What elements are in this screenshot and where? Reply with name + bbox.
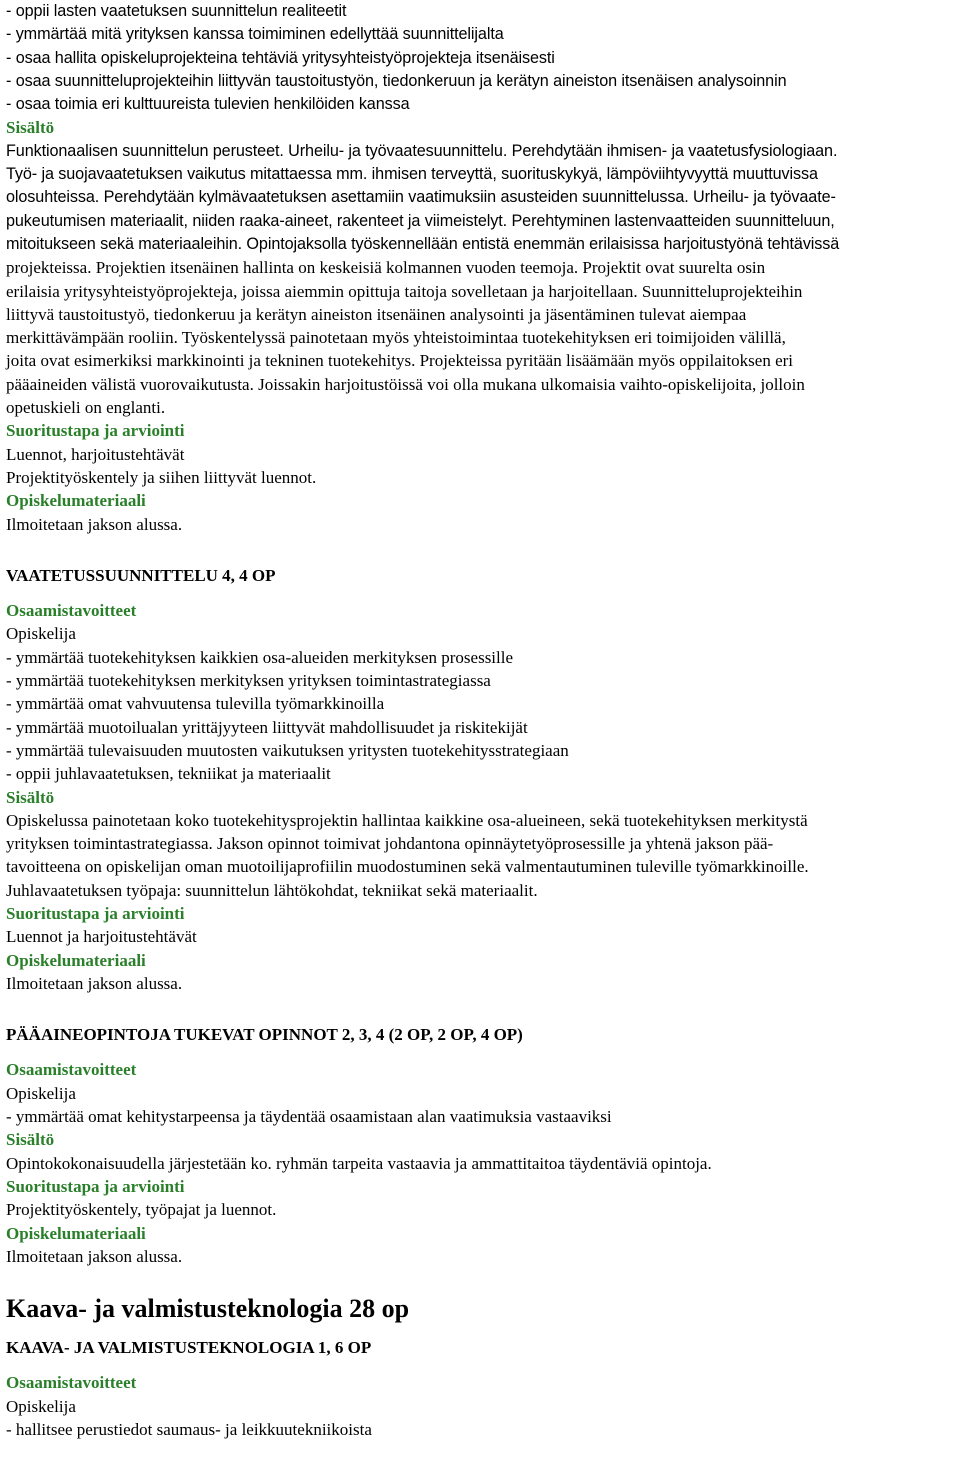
section-heading: Suoritustapa ja arviointi [6, 903, 185, 923]
text-line: Ilmoitetaan jakson alussa. [6, 514, 183, 534]
content-line: olosuhteissa. Perehdytään kylmävaatetuksen asettamiin vaatimuksiin asusteiden suunnittelussa. Urheilu- ja työvaate- [6, 188, 836, 207]
content-line: opetuskieli on englanti. [6, 398, 166, 418]
content-line: Opiskelussa painotetaan koko tuotekehitysprojektin hallintaa kaikkine osa-alueineen, sekä tuotekehityksen merkitystä [6, 810, 808, 830]
text-line: Opiskelija [6, 1083, 76, 1103]
content-line: yrityksen toimintastrategiassa. Jakson opinnot toimivat johdantona opinnäytetyöprosessille ja yhtenä jakson pää- [6, 834, 774, 854]
section-heading: Osaamistavoitteet [6, 1373, 137, 1393]
content-line: tavoitteena on opiskelijan oman muotoilijaprofiilin muodostuminen sekä valmentautuminen tuleville työmarkkinoille. [6, 857, 809, 877]
goal-line: - osaa toimia eri kulttuureista tulevien henkilöiden kanssa [6, 95, 410, 114]
section-heading: Sisältö [6, 1130, 55, 1150]
course-title: PÄÄAINEOPINTOJA TUKEVAT OPINNOT 2, 3, 4 (2 OP, 2 OP, 4 OP) [6, 1025, 523, 1045]
text-line: Ilmoitetaan jakson alussa. [6, 973, 183, 993]
goal-line: - ymmärtää omat kehitystarpeensa ja täydentää osaamistaan alan vaatimuksia vastaaviksi [6, 1107, 612, 1127]
goal-line: - ymmärtää tulevaisuuden muutosten vaikutuksen yritysten tuotekehitysstrategiaan [6, 740, 569, 760]
section-heading: Suoritustapa ja arviointi [6, 421, 185, 441]
content-line: Funktionaalisen suunnittelun perusteet. Urheilu- ja työvaatesuunnittelu. Perehdytään ihmisen- ja vaatetusfysiologiaan. [6, 141, 838, 160]
content-line: merkittävämpään rooliin. Työskentelyssä painotetaan myös yhteistoimintaa tuotekehityksen eri toimijoiden välillä, [6, 328, 786, 348]
intro-content-serif [6, 256, 954, 419]
text-line: Opiskelija [6, 1396, 76, 1416]
goal-line: - osaa hallita opiskeluprojekteina tehtäviä yritysyhteistyöprojekteja itsenäisesti [6, 48, 555, 67]
goal-line: - ymmärtää tuotekehityksen kaikkien osa-alueiden merkityksen prosessille [6, 647, 514, 667]
content-line: Työ- ja suojavaatetuksen vaikutus mitattaessa mm. ihmisen terveyttä, suorituskykyä, lämpöviihtyvyyttä muuttuvissa [6, 165, 818, 184]
section-heading: Sisältö [6, 787, 55, 807]
section-heading: Opiskelumateriaali [6, 491, 146, 511]
goal-line: - ymmärtää omat vahvuutensa tulevilla työmarkkinoilla [6, 694, 385, 714]
section-heading: Opiskelumateriaali [6, 950, 146, 970]
intro-goals [6, 0, 954, 116]
content-line: mitoitukseen sekä materiaaleihin. Opintojaksolla työskennellään entistä enemmän erilaisissa harjoitustyönä tehtävissä [6, 234, 840, 253]
goal-line: - osaa suunnitteluprojekteihin liittyvän taustoitustyön, tiedonkeruun ja kerätyn aineiston itsenäisen analysoinnin [6, 71, 787, 90]
section-title: Kaava- ja valmistusteknologia 28 op [6, 1294, 410, 1324]
section-heading: Osaamistavoitteet [6, 1060, 137, 1080]
section-heading: Sisältö [6, 118, 55, 138]
text-line: Opiskelija [6, 624, 76, 644]
content-line: joita ovat esimerkiksi markkinointi ja tekninen tuotekehitys. Projekteissa pyritään lisäämään myös oppilaitoksen eri [6, 351, 794, 371]
content-line: erilaisia yritysyhteistyöprojekteja, joissa aiemmin opittuja taitoja sovelletaan ja harjoitellaan. Suunnitteluprojekteihin [6, 281, 803, 301]
section-heading: Opiskelumateriaali [6, 1223, 146, 1243]
text-line: Luennot ja harjoitustehtävät [6, 927, 197, 947]
content-line: Juhlavaatetuksen työpaja: suunnittelun lähtökohdat, tekniikat sekä materiaalit. [6, 880, 538, 900]
section-heading: Osaamistavoitteet [6, 601, 137, 621]
goal-line: - ymmärtää mitä yrityksen kanssa toimiminen edellyttää suunnittelijalta [6, 25, 504, 44]
text-line: Projektityöskentely, työpajat ja luennot. [6, 1200, 277, 1220]
content-line: pukeutumisen materiaalit, niiden raaka-aineet, rakenteet ja viimeistelyt. Perehtyminen lastenvaatteiden suunnitteluun, [6, 211, 835, 230]
goal-line: - ymmärtää tuotekehityksen merkityksen yrityksen toimintastrategiassa [6, 671, 491, 691]
content-line: liittyvä taustoitustyö, tiedonkeruu ja kerätyn aineiston itsenäinen analysointi ja jäsentäminen tulevat aiempaa [6, 304, 747, 324]
text-line: Ilmoitetaan jakson alussa. [6, 1246, 183, 1266]
goal-line: - oppii lasten vaatetuksen suunnittelun realiteetit [6, 2, 347, 20]
goal-line: - hallitsee perustiedot saumaus- ja leikkuutekniikoista [6, 1420, 372, 1440]
course-title: KAAVA- JA VALMISTUSTEKNOLOGIA 1, 6 OP [6, 1338, 372, 1358]
goal-line: - ymmärtää muotoilualan yrittäjyyteen liittyvät mahdollisuudet ja riskitekijät [6, 717, 528, 737]
course-title: VAATETUSSUUNNITTELU 4, 4 OP [6, 565, 276, 585]
content-line: Opintokokonaisuudella järjestetään ko. ryhmän tarpeita vastaavia ja ammattitaitoa täydentäviä opintoja. [6, 1153, 712, 1173]
text-line: Projektityöskentely ja siihen liittyvät luennot. [6, 467, 317, 487]
section-heading: Suoritustapa ja arviointi [6, 1176, 185, 1196]
content-line: pääaineiden välistä vuorovaikutusta. Joissakin harjoitustöissä voi olla mukana ulkomaisia vaihto-opiskelijoita, jolloin [6, 374, 805, 394]
content-line: projekteissa. Projektien itsenäinen hallinta on keskeisiä kolmannen vuoden teemoja. Projektit ovat suurelta osin [6, 258, 766, 278]
intro-content [6, 140, 954, 256]
text-line: Luennot, harjoitustehtävät [6, 444, 185, 464]
goal-line: - oppii juhlavaatetuksen, tekniikat ja materiaalit [6, 764, 331, 784]
